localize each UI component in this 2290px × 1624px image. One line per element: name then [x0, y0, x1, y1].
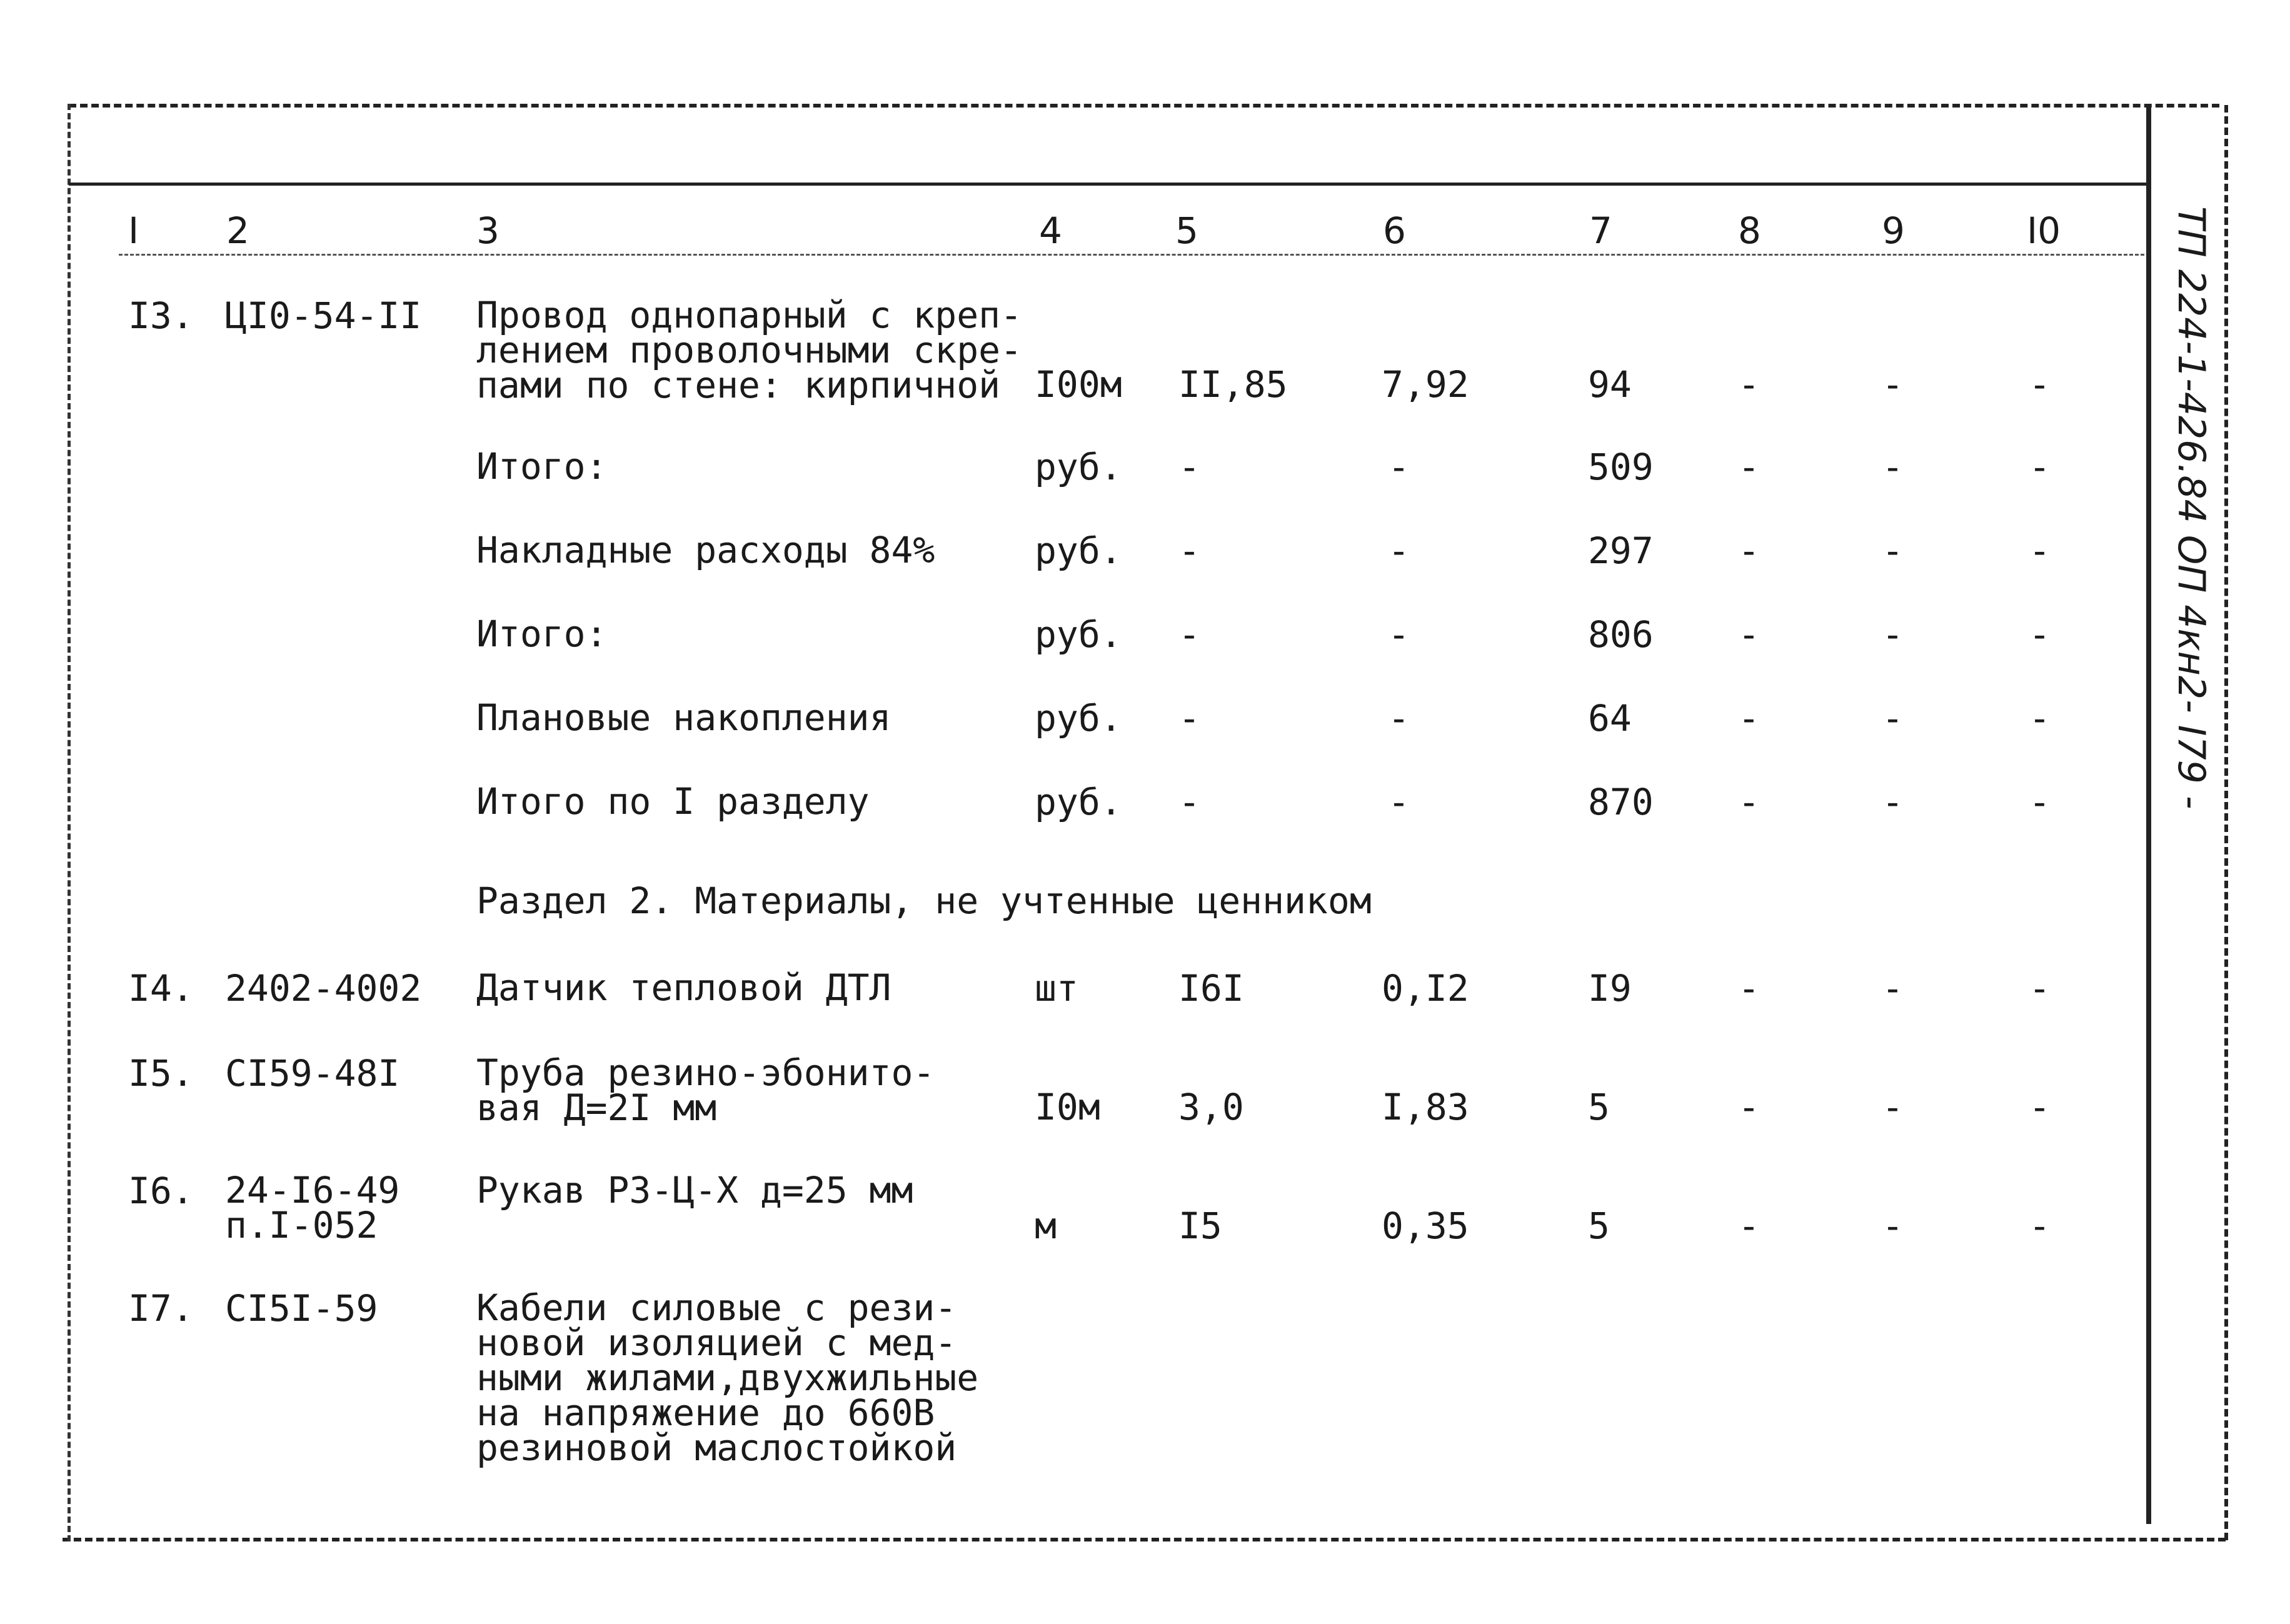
- row-unit-price: I,83: [1382, 1086, 1469, 1128]
- row-col10: -: [2029, 529, 2051, 572]
- row-code: CI5I-59: [225, 1287, 378, 1330]
- column-number-10: I0: [2027, 209, 2061, 252]
- column-number-6: 6: [1383, 209, 1406, 252]
- row-code: 2402-4002: [225, 967, 422, 1010]
- row-col8: -: [1738, 697, 1760, 739]
- row-quantity: -: [1178, 697, 1200, 739]
- row-col9: -: [1882, 1205, 1904, 1247]
- row-total: 509: [1588, 446, 1654, 488]
- row-total: 94: [1588, 363, 1632, 406]
- row-unit: руб.: [1035, 613, 1122, 656]
- row-col10: -: [2029, 613, 2051, 656]
- column-number-3: 3: [476, 209, 500, 252]
- header-rule: [69, 183, 2146, 186]
- row-number: I7.: [128, 1287, 194, 1330]
- row-description: Датчик тепловой ДТЛ: [476, 966, 891, 1009]
- row-quantity: II,85: [1178, 363, 1288, 406]
- row-col8: -: [1738, 446, 1760, 488]
- row-col9: -: [1882, 613, 1904, 656]
- column-number-rule: [119, 254, 2144, 256]
- row-unit: шт: [1035, 967, 1078, 1010]
- column-number-4: 4: [1039, 209, 1062, 252]
- row-col10: -: [2029, 446, 2051, 488]
- row-number: I3.: [128, 294, 194, 337]
- row-unit-price: -: [1388, 446, 1410, 488]
- frame-left-border: [68, 104, 71, 1541]
- row-number: I4.: [128, 967, 194, 1010]
- row-col8: -: [1738, 1205, 1760, 1247]
- row-quantity: 3,0: [1178, 1086, 1244, 1128]
- row-description: Труба резино-эбонито- вая Д=2I мм: [476, 1051, 935, 1129]
- row-description: Кабели силовые с рези- новой изоляцией с мед- ными жилами,двухжильные на напряжение до 660В резиновой маслостойкой: [476, 1286, 979, 1469]
- column-number-8: 8: [1738, 209, 1761, 252]
- row-number: I5.: [128, 1052, 194, 1095]
- row-description: Провод однопарный с креп- лением проволочными скре- пами по стене: кирпичной: [476, 294, 1022, 406]
- row-description: Итого:: [476, 445, 608, 488]
- row-total: 806: [1588, 613, 1654, 656]
- row-quantity: I6I: [1178, 967, 1244, 1010]
- document-code-text: ТП 224-1-426.84 ОП 4кн2- I79 -: [2169, 206, 2213, 809]
- row-col8: -: [1738, 363, 1760, 406]
- row-total: 5: [1588, 1086, 1610, 1128]
- row-col10: -: [2029, 1205, 2051, 1247]
- row-unit-price: 0,35: [1382, 1205, 1469, 1247]
- row-col8: -: [1738, 967, 1760, 1010]
- column-number-1: I: [128, 209, 139, 252]
- row-unit: руб.: [1035, 446, 1122, 488]
- row-col8: -: [1738, 613, 1760, 656]
- row-total: I9: [1588, 967, 1632, 1010]
- row-total: 297: [1588, 529, 1654, 572]
- row-unit: руб.: [1035, 529, 1122, 572]
- row-col8: -: [1738, 781, 1760, 823]
- row-col9: -: [1882, 363, 1904, 406]
- row-col10: -: [2029, 781, 2051, 823]
- row-col10: -: [2029, 363, 2051, 406]
- row-unit-price: -: [1388, 697, 1410, 739]
- row-unit: I00м: [1035, 363, 1122, 406]
- row-col9: -: [1882, 1086, 1904, 1128]
- column-number-2: 2: [226, 209, 249, 252]
- row-code: 24-I6-49 п.I-052: [225, 1169, 400, 1246]
- row-total: 5: [1588, 1205, 1610, 1247]
- row-col10: -: [2029, 967, 2051, 1010]
- row-col10: -: [2029, 1086, 2051, 1128]
- row-col8: -: [1738, 529, 1760, 572]
- row-total: 64: [1588, 697, 1632, 739]
- row-unit-price: -: [1388, 529, 1410, 572]
- row-description: Рукав РЗ-Ц-Х д=25 мм: [476, 1169, 913, 1211]
- row-unit-price: 7,92: [1382, 363, 1469, 406]
- stamp-column-divider: [2146, 105, 2151, 1524]
- row-description: Плановые накопления: [476, 696, 891, 739]
- row-quantity: -: [1178, 529, 1200, 572]
- row-unit-price: 0,I2: [1382, 967, 1469, 1010]
- column-number-5: 5: [1175, 209, 1198, 252]
- row-description: Накладные расходы 84%: [476, 529, 935, 571]
- row-col9: -: [1882, 781, 1904, 823]
- frame-bottom-border: [63, 1538, 2226, 1541]
- row-col9: -: [1882, 446, 1904, 488]
- frame-top-border: [69, 104, 2219, 108]
- row-col9: -: [1882, 529, 1904, 572]
- row-quantity: -: [1178, 446, 1200, 488]
- row-total: 870: [1588, 781, 1654, 823]
- row-number: I6.: [128, 1170, 194, 1212]
- row-unit: I0м: [1035, 1086, 1100, 1128]
- document-code-stamp: [2166, 206, 2216, 894]
- column-number-9: 9: [1882, 209, 1905, 252]
- row-quantity: -: [1178, 781, 1200, 823]
- frame-right-border: [2224, 105, 2228, 1540]
- row-unit: руб.: [1035, 781, 1122, 823]
- row-unit-price: -: [1388, 781, 1410, 823]
- column-number-7: 7: [1589, 209, 1612, 252]
- row-description: Итого по I разделу: [476, 780, 870, 823]
- row-quantity: I5: [1178, 1205, 1222, 1247]
- row-code: CI59-48I: [225, 1052, 400, 1095]
- row-unit: руб.: [1035, 697, 1122, 739]
- row-col8: -: [1738, 1086, 1760, 1128]
- row-quantity: -: [1178, 613, 1200, 656]
- section-heading: Раздел 2. Материалы, не учтенные ценником: [476, 880, 1372, 922]
- row-col9: -: [1882, 967, 1904, 1010]
- row-code: ЦI0-54-II: [225, 294, 422, 337]
- row-description: Итого:: [476, 613, 608, 655]
- row-col9: -: [1882, 697, 1904, 739]
- row-unit: м: [1035, 1205, 1057, 1247]
- row-unit-price: -: [1388, 613, 1410, 656]
- row-col10: -: [2029, 697, 2051, 739]
